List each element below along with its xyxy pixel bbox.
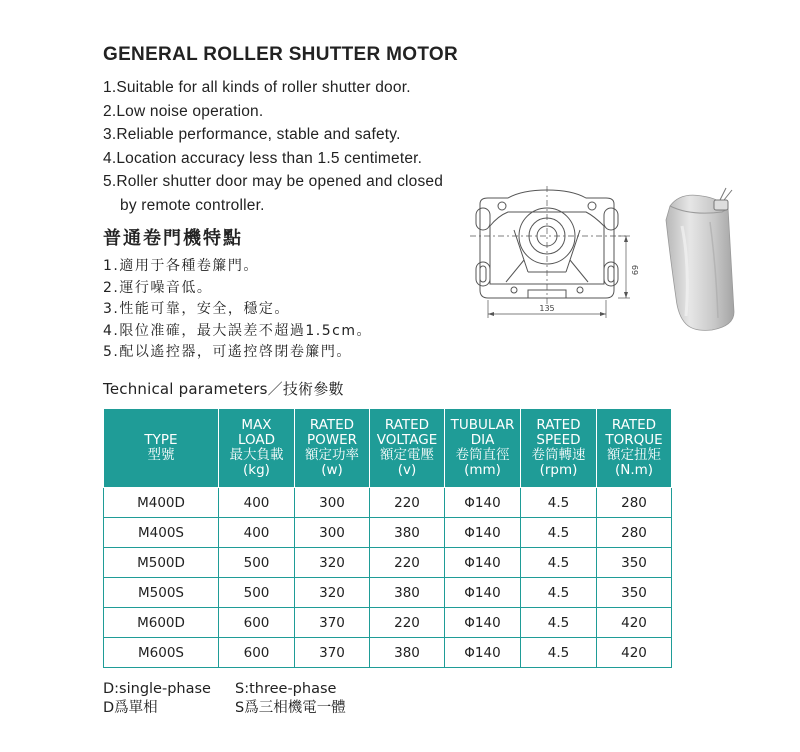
features-zh-list [103, 256, 372, 364]
cell-max-load: 600 [219, 638, 295, 668]
header-line: VOLTAGE [376, 432, 438, 448]
header-line: 型號 [147, 447, 175, 463]
header-line: DIA [470, 432, 495, 448]
header-line: 最大負載 [229, 447, 284, 463]
features-en-list [103, 76, 443, 217]
cell-rated-power: 300 [295, 518, 370, 548]
dimension-height-label: 69 [631, 264, 640, 276]
page-title: GENERAL ROLLER SHUTTER MOTOR [103, 44, 458, 65]
cell-rated-torque: 280 [597, 488, 672, 518]
header-line: 額定電壓 [380, 447, 434, 463]
table-row [104, 488, 672, 518]
cell-max-load: 500 [219, 578, 295, 608]
cell-rated-power: 300 [295, 488, 370, 518]
cell-type: M500D [104, 548, 219, 578]
legend-row-en [103, 680, 346, 699]
header-line: RATED [611, 417, 657, 433]
feature-zh-item: 1.適用于各種卷簾門。 [103, 258, 259, 274]
cell-tubular-dia: Φ140 [445, 488, 521, 518]
table-row [104, 518, 672, 548]
feature-en-item: 1.Suitable for all kinds of roller shutter door. [103, 79, 411, 96]
header-line: (mm) [464, 462, 501, 478]
cell-rated-torque: 420 [597, 608, 672, 638]
feature-en-item: by remote controller. [120, 196, 265, 214]
cell-type: M600D [104, 608, 219, 638]
header-line: (rpm) [539, 462, 578, 478]
header-line: (w) [321, 462, 343, 478]
cell-rated-torque: 420 [597, 638, 672, 668]
header-tubular-dia [445, 409, 521, 488]
cell-max-load: 600 [219, 608, 295, 638]
legend-single-phase-zh: D爲單相 [103, 700, 158, 716]
cell-max-load: 400 [219, 488, 295, 518]
header-line: 卷筒直徑 [455, 447, 510, 463]
cell-type: M500S [104, 578, 219, 608]
motor-bag-image [660, 186, 740, 336]
cell-rated-voltage: 220 [370, 608, 445, 638]
header-max-load [219, 409, 295, 488]
cell-rated-power: 320 [295, 548, 370, 578]
table-row [104, 548, 672, 578]
header-line: RATED [536, 417, 581, 433]
cell-rated-voltage: 220 [370, 548, 445, 578]
header-line: MAX [241, 417, 272, 433]
cell-rated-torque: 350 [597, 578, 672, 608]
header-line: POWER [306, 432, 358, 448]
cell-rated-speed: 4.5 [521, 638, 597, 668]
cell-type: M400S [104, 518, 219, 548]
cell-tubular-dia: Φ140 [445, 638, 521, 668]
feature-zh-item: 5.配以遙控器，可遙控啓閉卷簾門。 [103, 344, 352, 360]
header-rated-torque [597, 409, 672, 488]
cell-tubular-dia: Φ140 [445, 518, 521, 548]
technical-parameters-table [103, 408, 672, 668]
cell-tubular-dia: Φ140 [445, 548, 521, 578]
feature-en-item: 5.Roller shutter door may be opened and closed [103, 173, 444, 190]
feature-zh-item: 2.運行噪音低。 [103, 279, 213, 296]
cell-rated-speed: 4.5 [521, 488, 597, 518]
cell-rated-power: 320 [295, 578, 370, 608]
table-header-row [104, 409, 672, 488]
header-line: 卷筒轉速 [531, 447, 586, 463]
cell-tubular-dia: Φ140 [445, 608, 521, 638]
phase-legend [103, 680, 346, 718]
header-line: (kg) [243, 462, 270, 478]
cell-rated-speed: 4.5 [521, 608, 597, 638]
cell-rated-torque: 280 [597, 518, 672, 548]
cell-rated-power: 370 [295, 638, 370, 668]
cell-type: M600S [104, 638, 219, 668]
cell-rated-speed: 4.5 [521, 578, 597, 608]
feature-en-item: 2.Low noise operation. [103, 102, 264, 120]
motor-technical-drawing [466, 186, 646, 322]
cell-max-load: 400 [219, 518, 295, 548]
header-rated-power [295, 409, 370, 488]
header-line: (N.m) [614, 462, 654, 478]
cell-rated-voltage: 380 [370, 518, 445, 548]
header-line: LOAD [237, 432, 276, 448]
header-rated-voltage [370, 409, 445, 488]
cell-type: M400D [104, 488, 219, 518]
cell-tubular-dia: Φ140 [445, 578, 521, 608]
header-line: RATED [384, 417, 430, 433]
header-line: SPEED [536, 432, 581, 448]
header-line: (v) [397, 462, 417, 478]
header-line: 額定功率 [305, 447, 359, 463]
cell-rated-torque: 350 [597, 548, 672, 578]
cell-rated-speed: 4.5 [521, 548, 597, 578]
cell-max-load: 500 [219, 548, 295, 578]
header-line: 額定扭矩 [607, 447, 661, 463]
header-line: TUBULAR [450, 417, 515, 433]
header-type [104, 409, 219, 488]
cell-rated-speed: 4.5 [521, 518, 597, 548]
legend-three-phase-zh: S爲三相機電一體 [235, 700, 346, 716]
cell-rated-voltage: 220 [370, 488, 445, 518]
header-line: RATED [309, 417, 355, 433]
legend-single-phase: D:single-phase [103, 681, 211, 697]
dimension-width-label: 135 [539, 304, 555, 313]
cell-rated-voltage: 380 [370, 638, 445, 668]
feature-zh-item: 3.性能可靠，安全，穩定。 [103, 301, 290, 317]
feature-zh-item: 4.限位准確，最大誤差不超過1.5cm。 [103, 322, 372, 339]
table-row [104, 578, 672, 608]
feature-en-item: 3.Reliable performance, stable and safety. [103, 126, 401, 143]
table-row [104, 638, 672, 668]
header-line: TORQUE [605, 432, 663, 448]
cell-rated-voltage: 380 [370, 578, 445, 608]
technical-parameters-title: Technical parameters／技術參數 [103, 380, 344, 398]
cell-rated-power: 370 [295, 608, 370, 638]
feature-en-item: 4.Location accuracy less than 1.5 centimeter. [103, 149, 423, 167]
header-line: TYPE [144, 432, 178, 448]
legend-three-phase: S:three-phase [235, 681, 337, 697]
table-row [104, 608, 672, 638]
legend-row-zh [103, 699, 346, 718]
features-zh-title: 普通卷門機特點 [103, 228, 243, 249]
header-rated-speed [521, 409, 597, 488]
